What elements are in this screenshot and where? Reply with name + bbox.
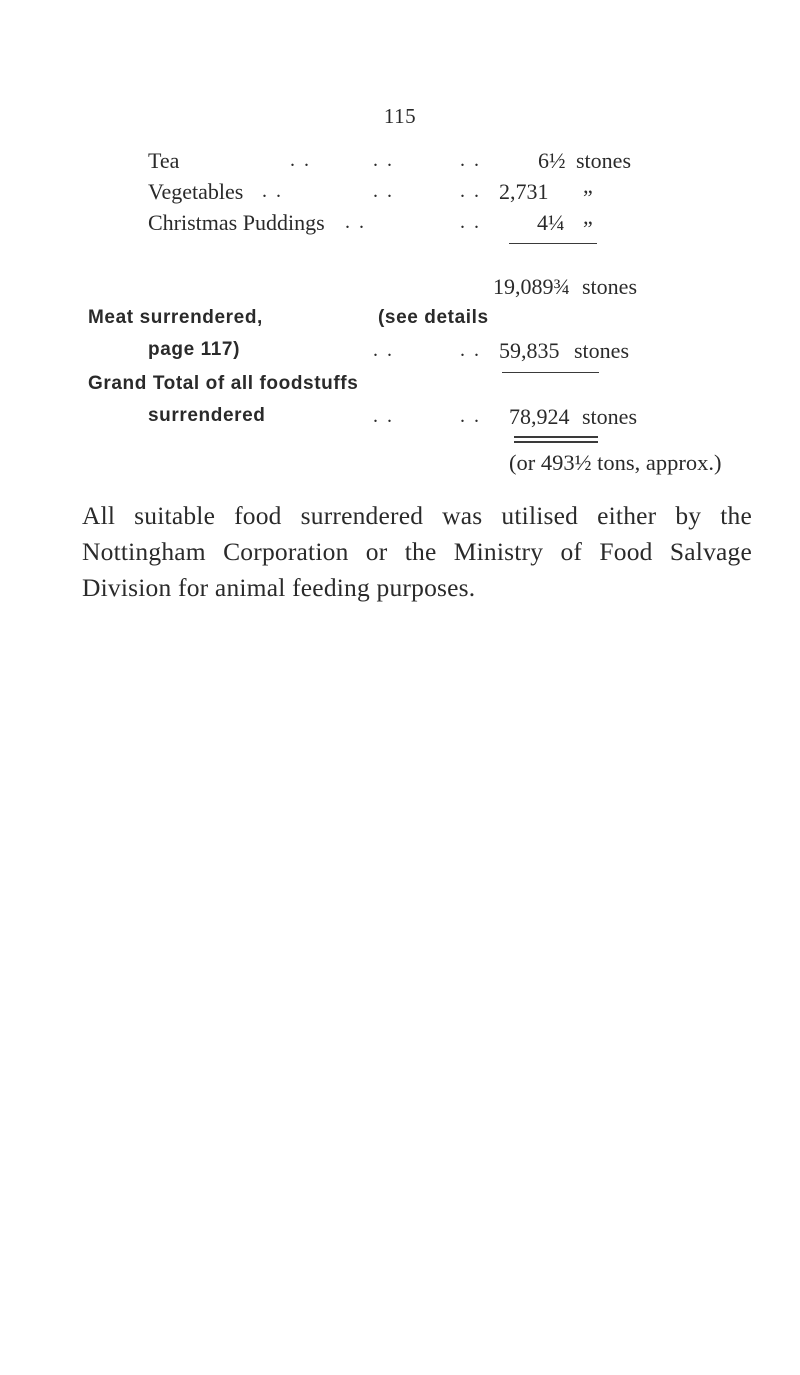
item-unit-christmas-puddings: „ <box>583 204 593 229</box>
grand-total-label-line1: Grand Total of all foodstuffs <box>88 373 359 394</box>
leader-dots: . . <box>262 180 283 202</box>
double-rule-bottom <box>514 441 598 443</box>
leader-dots: . . <box>460 405 481 427</box>
meat-label-line1: Meat surrendered, <box>88 307 263 328</box>
item-label-christmas-puddings: Christmas Puddings <box>148 210 325 235</box>
meat-unit: stones <box>574 338 629 363</box>
grand-total-unit: stones <box>582 404 637 429</box>
grand-total-value: 78,924 <box>509 404 570 429</box>
paragraph-line-1: All suitable food surrendered was utilised either by the <box>82 501 752 530</box>
paragraph-line-3: Division for animal feeding purposes. <box>82 573 476 602</box>
page-number: 115 <box>383 104 417 128</box>
meat-label-paren: (see details <box>378 307 489 328</box>
leader-dots: . . <box>373 149 394 171</box>
item-value-vegetables: 2,731 <box>499 179 549 204</box>
subtotal-unit: stones <box>582 274 637 299</box>
double-rule-top <box>514 436 598 438</box>
subtotal-rule <box>509 243 597 244</box>
leader-dots: . . <box>460 180 481 202</box>
paragraph-line-2: Nottingham Corporation or the Ministry of Food Salvage <box>82 537 752 566</box>
item-value-christmas-puddings: 4¼ <box>537 210 565 235</box>
leader-dots: . . <box>460 149 481 171</box>
leader-dots: . . <box>345 211 366 233</box>
closing-paragraph <box>82 498 752 606</box>
meat-label-line2: page 117) <box>148 339 241 360</box>
tons-note: (or 493½ tons, approx.) <box>509 450 722 475</box>
leader-dots: . . <box>373 339 394 361</box>
leader-dots: . . <box>373 180 394 202</box>
leader-dots: . . <box>460 339 481 361</box>
item-value-tea: 6½ <box>538 148 566 173</box>
grand-total-label-line2: surrendered <box>148 405 266 426</box>
leader-dots: . . <box>373 405 394 427</box>
item-unit-tea: stones <box>576 148 631 173</box>
leader-dots: . . <box>460 211 481 233</box>
item-label-vegetables: Vegetables <box>148 179 244 204</box>
leader-dots: . . <box>290 149 311 171</box>
item-unit-vegetables: „ <box>583 173 593 198</box>
grand-total-rule <box>502 372 599 373</box>
meat-value: 59,835 <box>499 338 560 363</box>
item-label-tea: Tea <box>148 148 180 173</box>
subtotal-value: 19,089¾ <box>493 274 570 299</box>
